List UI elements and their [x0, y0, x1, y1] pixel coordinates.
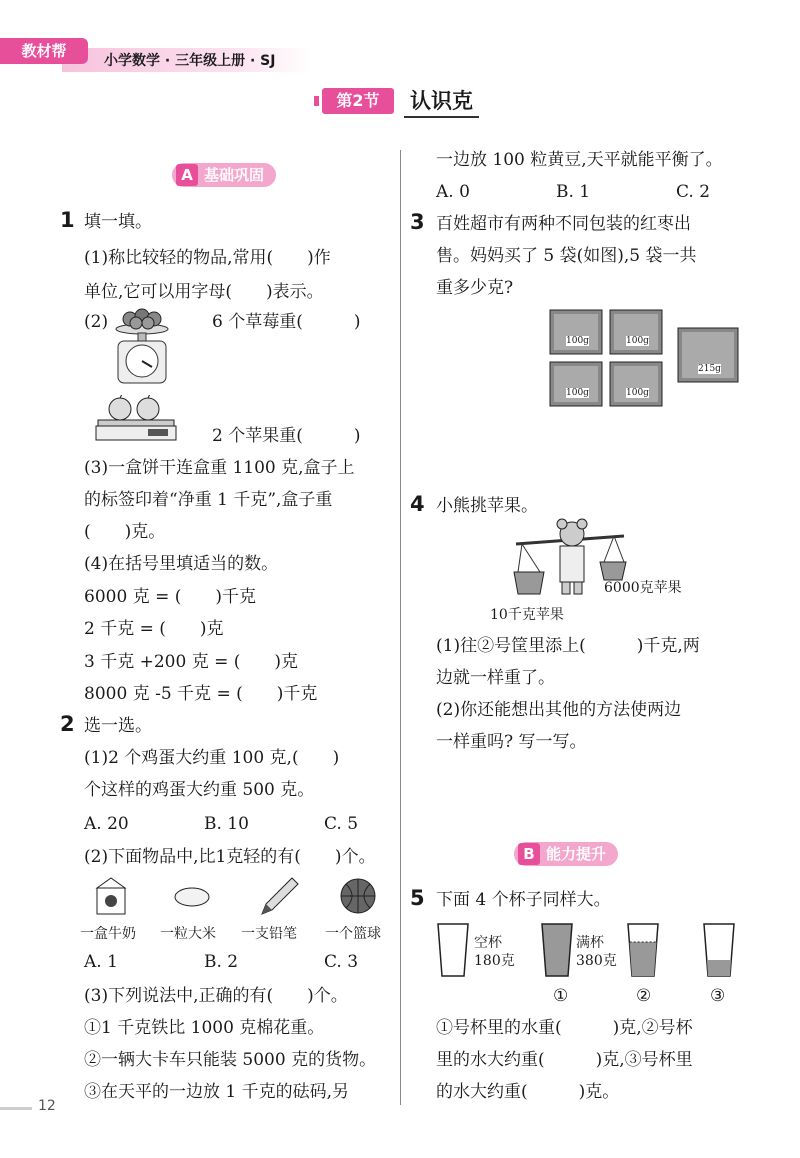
- q4-line: (2)你还能想出其他的方法使两边: [436, 700, 682, 720]
- part-a-heading: [172, 163, 276, 187]
- header-tag: 教材帮: [0, 38, 88, 64]
- cup-mark: ①: [553, 986, 569, 1006]
- q2-line: (1)2 个鸡蛋大约重 100 克,( ): [84, 748, 340, 768]
- q1-line: ( )克。: [84, 522, 166, 542]
- cup-label: 180克: [474, 953, 515, 969]
- jujube-bag-icon: [548, 308, 604, 356]
- rice-grain-icon: [172, 884, 212, 910]
- q4-line: 一样重吗? 写一写。: [436, 732, 587, 752]
- section-marker: [314, 96, 319, 106]
- part-b-heading: [514, 842, 618, 866]
- apple-scale-icon: [94, 395, 178, 443]
- q5-line: 里的水大约重( )克,③号杯里: [436, 1050, 693, 1070]
- q3-number: 3: [410, 210, 425, 234]
- part-a-label: 基础巩固: [204, 166, 265, 184]
- right-basket-label: 6000克苹果: [604, 580, 682, 596]
- q1-line: 的标签印着“净重 1 千克”,盒子重: [84, 490, 333, 510]
- q1-stem: 填一填。: [84, 212, 152, 232]
- cup-label: 380克: [576, 953, 617, 969]
- item-label: 一支铅笔: [241, 926, 297, 942]
- bag-weight-label: 100g: [566, 388, 589, 398]
- left-basket-label: 10千克苹果: [490, 607, 564, 623]
- q2-line: (2)下面物品中,比1克轻的有( )个。: [84, 847, 376, 867]
- cup-mark: ③: [710, 986, 726, 1006]
- pencil-icon: [256, 874, 300, 918]
- section-badge: 第2节: [322, 88, 394, 114]
- q1-line: 单位,它可以用字母( )表示。: [84, 282, 324, 302]
- section-title: 认识克: [404, 86, 479, 118]
- q1-equation: 3 千克 +200 克 = ( )克: [84, 652, 299, 672]
- q4-number: 4: [410, 492, 425, 516]
- page-number-rule: [0, 1107, 32, 1110]
- bag-weight-label: 100g: [626, 336, 649, 346]
- q2-line: 个这样的鸡蛋大约重 500 克。: [84, 780, 315, 800]
- q2-option: A. 20: [84, 814, 129, 834]
- cup-label: 满杯: [576, 935, 604, 951]
- q1-line: (3)一盒饼干连盒重 1100 克,盒子上: [84, 458, 355, 478]
- q2-number: 2: [60, 712, 75, 736]
- q4-line: 边就一样重了。: [436, 668, 555, 688]
- q5-number: 5: [410, 886, 425, 910]
- part-b-letter: B: [518, 843, 540, 865]
- q2-option: B. 2: [204, 952, 239, 972]
- bag-weight-label: 100g: [566, 336, 589, 346]
- page-number: 12: [38, 1098, 56, 1114]
- q1-line: (2): [84, 312, 109, 332]
- q5-stem: 下面 4 个杯子同样大。: [436, 890, 611, 910]
- q2-statement: 一边放 100 粒黄豆,天平就能平衡了。: [436, 150, 723, 170]
- q3-line: 百姓超市有两种不同包装的红枣出: [436, 214, 691, 234]
- q2-option: A. 0: [436, 182, 470, 202]
- q2-option: A. 1: [84, 952, 118, 972]
- cup-label: 空杯: [474, 935, 502, 951]
- item-label: 一盒牛奶: [80, 926, 136, 942]
- q1-line: (1)称比较轻的物品,常用( )作: [84, 248, 331, 268]
- jujube-bag-icon: [608, 360, 664, 408]
- q2-statement: ②一辆大卡车只能装 5000 克的货物。: [84, 1050, 377, 1070]
- cup-mark: ②: [636, 986, 652, 1006]
- q1-number: 1: [60, 208, 75, 232]
- q2-option: B. 1: [556, 182, 591, 202]
- jujube-bag-icon: [608, 308, 664, 356]
- q2-line: (3)下列说法中,正确的有( )个。: [84, 986, 348, 1006]
- q1-apple-text: 2 个苹果重( ): [212, 426, 361, 446]
- header-title: 小学数学 · 三年级上册 · SJ: [104, 53, 276, 69]
- q5-line: 的水大约重( )克。: [436, 1082, 620, 1102]
- q1-equation: 2 千克 = ( )克: [84, 619, 224, 639]
- q3-line: 售。妈妈买了 5 袋(如图),5 袋一共: [436, 246, 697, 266]
- column-divider: [400, 150, 401, 1105]
- q2-statement: ①1 千克铁比 1000 克棉花重。: [84, 1018, 325, 1038]
- bag-weight-label: 100g: [626, 388, 649, 398]
- part-b-label: 能力提升: [546, 845, 607, 863]
- q2-option: C. 5: [324, 814, 359, 834]
- q2-statement: ③在天平的一边放 1 千克的砝码,另: [84, 1082, 350, 1102]
- bag-weight-label: 215g: [698, 364, 721, 374]
- q5-line: ①号杯里的水重( )克,②号杯: [436, 1018, 693, 1038]
- q4-stem: 小熊挑苹果。: [436, 496, 538, 516]
- q3-line: 重多少克?: [436, 278, 514, 298]
- item-label: 一粒大米: [160, 926, 216, 942]
- q1-equation: 8000 克 -5 千克 = ( )千克: [84, 684, 318, 704]
- cup-1-icon: [626, 922, 660, 978]
- milk-carton-icon: [93, 876, 129, 916]
- cup-2-icon: [702, 922, 736, 978]
- q4-line: (1)往②号筐里添上( )千克,两: [436, 636, 700, 656]
- full-cup-icon: [540, 922, 574, 978]
- q1-line: (4)在括号里填适当的数。: [84, 554, 279, 574]
- item-label: 一个篮球: [325, 926, 381, 942]
- q1-strawberry-text: 6 个草莓重( ): [212, 312, 361, 332]
- q2-option: C. 3: [324, 952, 359, 972]
- jujube-bag-large-icon: [676, 326, 740, 384]
- strawberry-scale-icon: [112, 305, 172, 387]
- jujube-bag-icon: [548, 360, 604, 408]
- q1-equation: 6000 克 = ( )千克: [84, 587, 256, 607]
- q2-stem: 选一选。: [84, 716, 152, 736]
- part-a-letter: A: [176, 164, 198, 186]
- q2-option: B. 10: [204, 814, 249, 834]
- empty-cup-icon: [436, 922, 470, 978]
- q2-option: C. 2: [676, 182, 711, 202]
- basketball-icon: [338, 876, 378, 916]
